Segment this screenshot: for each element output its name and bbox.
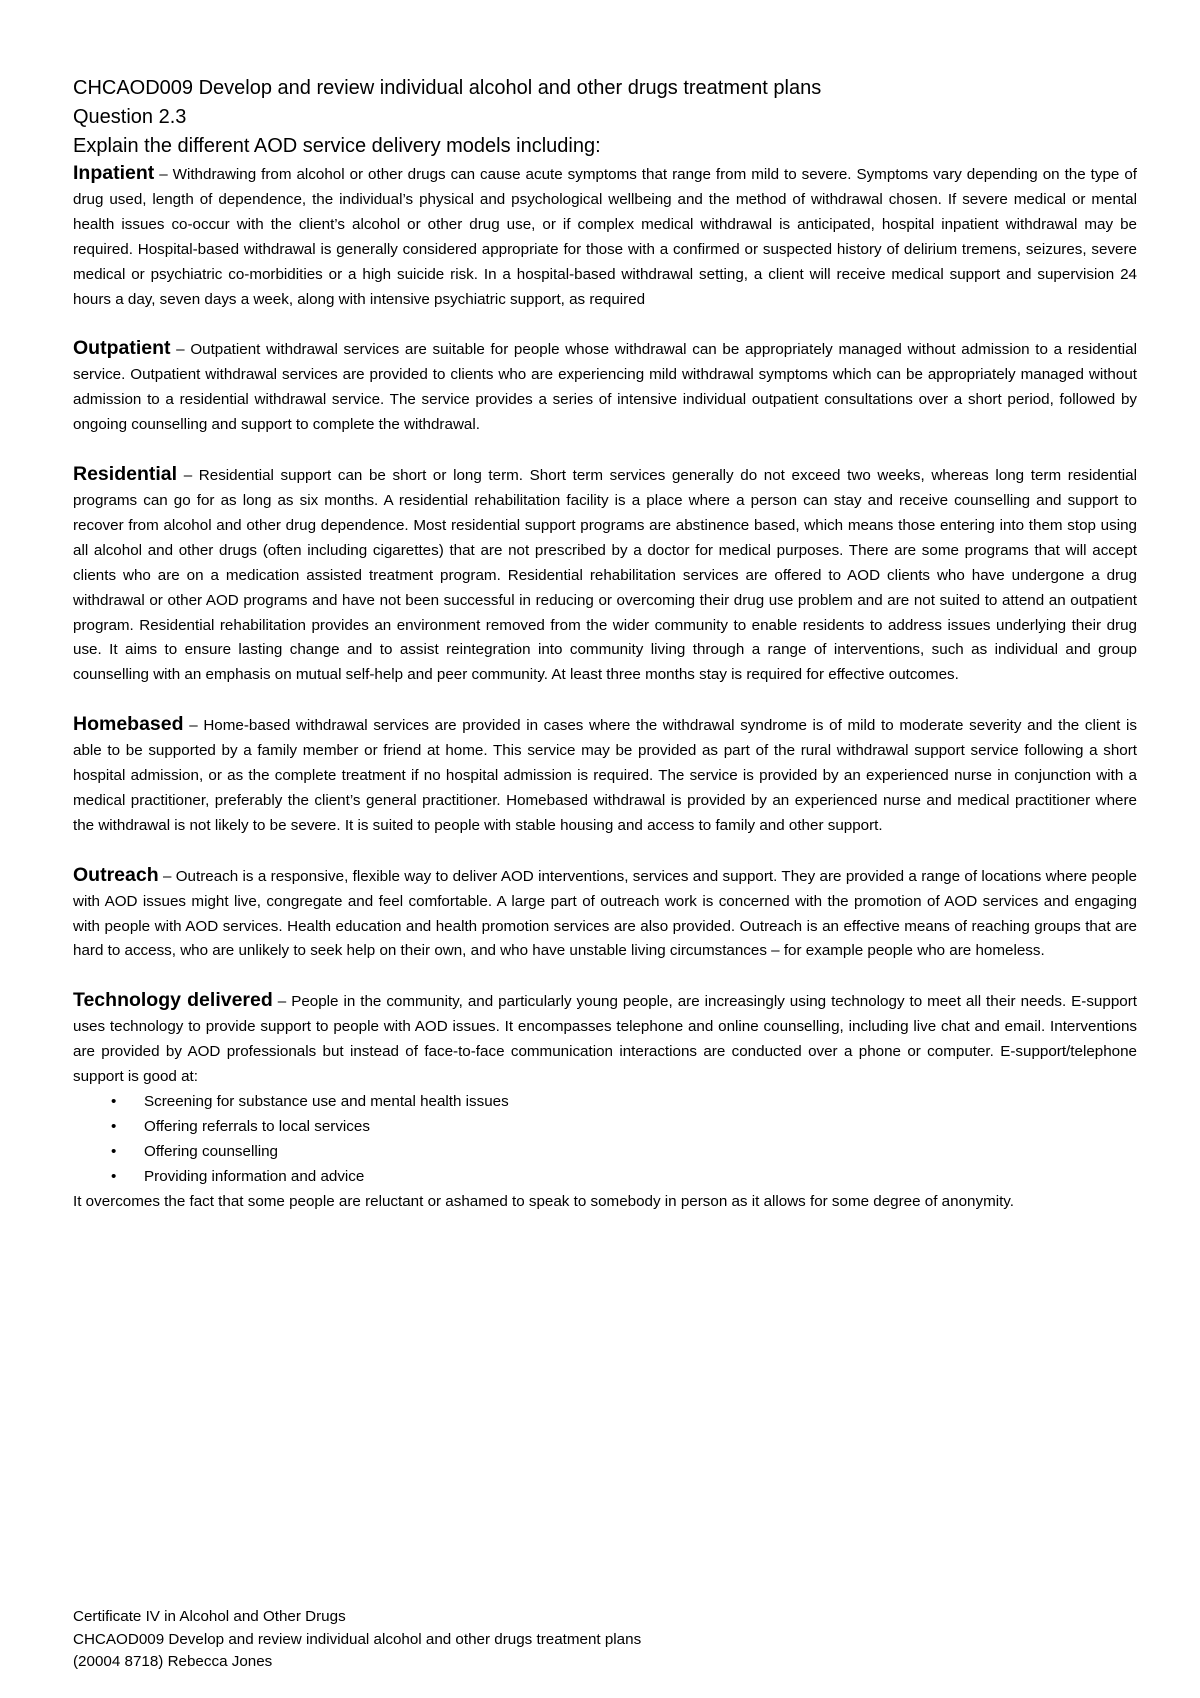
- bullet-icon: •: [111, 1142, 117, 1160]
- list-item-text: Providing information and advice: [144, 1167, 365, 1185]
- footer-student: (20004 8718) Rebecca Jones: [73, 1653, 273, 1670]
- section-term: Technology delivered: [73, 989, 273, 1012]
- list-item-text: Offering referrals to local services: [144, 1117, 370, 1135]
- footer-course: Certificate IV in Alcohol and Other Drugs: [73, 1608, 346, 1625]
- question-number: Question 2.3: [73, 106, 187, 128]
- section-text: People in the community, and particularly young people, are increasingly using technology to meet all their needs. E-support uses technology to provide support to people with AOD issues. It encompasses telephone and online counselling, including live chat and email. Interventions are provided by AOD professionals but instead of face-to-face communication interactions are conducted over a phone or computer. E-support/telephone support is good at:: [73, 993, 1137, 1086]
- page-footer: [73, 1606, 641, 1674]
- section-paragraph: [73, 462, 1137, 688]
- section-text: Outreach is a responsive, flexible way to deliver AOD interventions, services and support. They are provided a range of locations where people with AOD issues might live, congregate and feel comfortable. A large part of outreach work is concerned with the promotion of AOD services and engaging with people with AOD services. Health education and health promotion services are also provided. Outreach is an effective means of reaching groups that are hard to access, who are unlikely to seek help on their own, and who have unstable living circumstances – for example people who are homeless.: [73, 867, 1137, 960]
- section-term: Outreach: [73, 863, 159, 886]
- term-dash: –: [272, 993, 292, 1011]
- term-dash: –: [154, 166, 173, 183]
- section-term: Residential: [73, 463, 178, 486]
- term-dash: –: [183, 717, 204, 735]
- section-inpatient: [73, 161, 1137, 312]
- section-paragraph: [73, 336, 1137, 438]
- section-text: Residential support can be short or long term. Short term services generally do not exceed two weeks, whereas long term residential programs can go for as long as six months. A residential rehabilitation facility is a place where a person can stay and receive counselling and support to recover from alcohol and other drug dependence. Most residential support programs are abstinence based, which means those entering into them stop using all alcohol and other drugs (often including cigarettes) that are not prescribed by a doctor for medical purposes. There are some programs that will accept clients who are on a medication assisted treatment program. Residential rehabilitation services are offered to AOD clients who have undergone a drug withdrawal or other AOD programs and have not been successful in reducing or overcoming their drug use problem and are not suited to attend an outpatient program. Residential rehabilitation provides an environment removed from the wider community to enable residents to address issues underlying their drug use. It aims to ensure lasting change and to assist reintegration into community living through a range of interventions, such as individual and group counselling with an emphasis on mutual self-help and peer community. At least three months stay is required for effective outcomes.: [73, 467, 1137, 684]
- closing-paragraph: It overcomes the fact that some people are reluctant or ashamed to speak to somebody in person as it allows for some degree of anonymity.: [73, 1192, 1014, 1210]
- bullet-list: [73, 1090, 1137, 1190]
- section-text: Home-based withdrawal services are provided in cases where the withdrawal syndrome is of mild to moderate severity and the client is able to be supported by a family member or friend at home. This service may be provided as part of the rural withdrawal support service following a short hospital admission, or as the complete treatment if no hospital admission is required. The service is provided by an experienced nurse in conjunction with a medical practitioner, preferably the client’s general practitioner. Homebased withdrawal is provided by an experienced nurse and medical practitioner where the withdrawal is not likely to be severe. It is suited to people with stable housing and access to family and other support.: [73, 717, 1137, 834]
- unit-title: CHCAOD009 Develop and review individual alcohol and other drugs treatment plans: [73, 77, 822, 99]
- section-term: Homebased: [73, 713, 184, 736]
- bullet-icon: •: [111, 1093, 117, 1110]
- section-term: Inpatient: [73, 162, 155, 184]
- bullet-icon: •: [111, 1117, 117, 1135]
- footer-unit: CHCAOD009 Develop and review individual alcohol and other drugs treatment plans: [73, 1630, 642, 1648]
- section-technology-delivered: [73, 988, 1137, 1214]
- list-item: [73, 1140, 1137, 1165]
- term-dash: –: [158, 867, 176, 885]
- section-outpatient: [73, 336, 1137, 438]
- list-item: [73, 1115, 1137, 1140]
- list-item: [73, 1165, 1137, 1190]
- document-page: [73, 74, 1137, 1215]
- list-item-text: Offering counselling: [144, 1142, 278, 1160]
- section-outreach: [73, 863, 1137, 965]
- section-text: Withdrawing from alcohol or other drugs can cause acute symptoms that range from mild to severe. Symptoms vary depending on the type of drug used, length of dependence, the individual’s physical and psychological wellbeing and the method of withdrawal chosen. If severe medical or mental health issues co-occur with the client’s alcohol or other drug use, or if complex medical withdrawal is anticipated, hospital inpatient withdrawal may be required. Hospital-based withdrawal is generally considered appropriate for those with a confirmed or suspected history of delirium tremens, seizures, severe medical or psychiatric co-morbidities or a high suicide risk. In a hospital-based withdrawal setting, a client will receive medical support and supervision 24 hours a day, seven days a week, along with intensive psychiatric support, as required: [73, 166, 1137, 308]
- list-item: [73, 1090, 1137, 1115]
- section-residential: [73, 462, 1137, 688]
- section-paragraph: [73, 988, 1137, 1090]
- section-homebased: [73, 712, 1137, 839]
- term-dash: –: [170, 341, 191, 359]
- list-item-text: Screening for substance use and mental health issues: [144, 1093, 509, 1110]
- section-term: Outpatient: [73, 337, 171, 360]
- section-paragraph: [73, 161, 1137, 312]
- term-dash: –: [177, 467, 199, 485]
- section-text: Outpatient withdrawal services are suitable for people whose withdrawal can be appropriately managed without admission to a residential service. Outpatient withdrawal services are provided to clients who are experiencing mild withdrawal symptoms which can be appropriately managed without admission to a residential withdrawal service. The service provides a series of intensive individual outpatient consultations over a short period, followed by ongoing counselling and support to complete the withdrawal.: [73, 341, 1137, 434]
- bullet-icon: •: [111, 1167, 117, 1185]
- question-prompt: Explain the different AOD service delivery models including:: [73, 135, 601, 157]
- section-paragraph: [73, 863, 1137, 965]
- section-paragraph: [73, 712, 1137, 839]
